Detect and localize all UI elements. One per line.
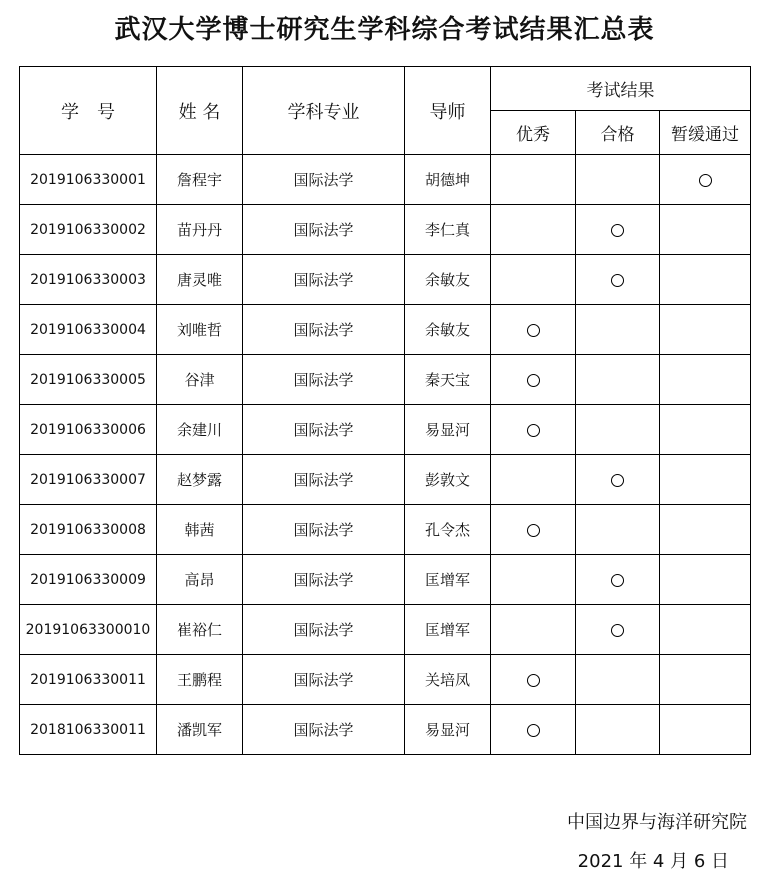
circle-mark-icon	[611, 274, 624, 287]
table-row	[20, 555, 751, 605]
circle-mark-icon	[611, 574, 624, 587]
header-name: 姓 名	[157, 67, 243, 155]
table-row	[20, 605, 751, 655]
cell-major: 国际法学	[243, 255, 405, 305]
header-excellent: 优秀	[491, 111, 576, 155]
cell-major: 国际法学	[243, 605, 405, 655]
cell-student-id: 2019106330002	[20, 205, 157, 255]
cell-result-excellent	[491, 455, 576, 505]
cell-result-deferred	[660, 655, 751, 705]
cell-student-id: 2019106330001	[20, 155, 157, 205]
header-result-group: 考试结果	[491, 67, 751, 111]
cell-result-deferred	[660, 155, 751, 205]
cell-advisor: 匡增军	[405, 605, 491, 655]
cell-name: 韩茜	[157, 505, 243, 555]
cell-name: 高昂	[157, 555, 243, 605]
circle-mark-icon	[611, 224, 624, 237]
cell-student-id: 20191063300010	[20, 605, 157, 655]
cell-result-deferred	[660, 705, 751, 755]
table-body	[20, 155, 751, 755]
cell-major: 国际法学	[243, 505, 405, 555]
cell-major: 国际法学	[243, 455, 405, 505]
cell-student-id: 2019106330004	[20, 305, 157, 355]
cell-result-pass	[576, 405, 660, 455]
cell-major: 国际法学	[243, 655, 405, 705]
table-row	[20, 505, 751, 555]
footer-date: 2021 年 4 月 6 日	[577, 851, 729, 872]
cell-result-deferred	[660, 505, 751, 555]
cell-student-id: 2019106330003	[20, 255, 157, 305]
cell-name: 刘唯哲	[157, 305, 243, 355]
cell-result-excellent	[491, 305, 576, 355]
cell-major: 国际法学	[243, 555, 405, 605]
cell-advisor: 彭敦文	[405, 455, 491, 505]
cell-result-excellent	[491, 705, 576, 755]
cell-result-pass	[576, 305, 660, 355]
cell-result-pass	[576, 455, 660, 505]
circle-mark-icon	[699, 174, 712, 187]
cell-result-deferred	[660, 605, 751, 655]
header-major: 学科专业	[243, 67, 405, 155]
cell-result-deferred	[660, 205, 751, 255]
circle-mark-icon	[527, 424, 540, 437]
cell-result-excellent	[491, 205, 576, 255]
cell-major: 国际法学	[243, 205, 405, 255]
table-row	[20, 355, 751, 405]
cell-name: 王鹏程	[157, 655, 243, 705]
cell-result-deferred	[660, 355, 751, 405]
cell-result-deferred	[660, 555, 751, 605]
cell-advisor: 关培凤	[405, 655, 491, 705]
cell-result-pass	[576, 605, 660, 655]
cell-name: 詹程宇	[157, 155, 243, 205]
circle-mark-icon	[527, 724, 540, 737]
table-row	[20, 655, 751, 705]
cell-major: 国际法学	[243, 705, 405, 755]
cell-result-pass	[576, 555, 660, 605]
cell-advisor: 易显河	[405, 405, 491, 455]
cell-student-id: 2019106330008	[20, 505, 157, 555]
cell-result-excellent	[491, 605, 576, 655]
cell-student-id: 2019106330007	[20, 455, 157, 505]
circle-mark-icon	[611, 624, 624, 637]
cell-result-pass	[576, 355, 660, 405]
header-pass: 合格	[576, 111, 660, 155]
cell-student-id: 2019106330005	[20, 355, 157, 405]
cell-name: 谷津	[157, 355, 243, 405]
cell-advisor: 孔令杰	[405, 505, 491, 555]
cell-result-excellent	[491, 555, 576, 605]
table-row	[20, 705, 751, 755]
cell-name: 潘凯军	[157, 705, 243, 755]
cell-name: 崔裕仁	[157, 605, 243, 655]
cell-advisor: 余敏友	[405, 305, 491, 355]
cell-result-excellent	[491, 255, 576, 305]
circle-mark-icon	[527, 524, 540, 537]
cell-advisor: 余敏友	[405, 255, 491, 305]
cell-name: 赵梦露	[157, 455, 243, 505]
footer-organization: 中国边界与海洋研究院	[567, 812, 747, 833]
cell-advisor: 匡增军	[405, 555, 491, 605]
cell-result-pass	[576, 655, 660, 705]
cell-result-excellent	[491, 155, 576, 205]
cell-major: 国际法学	[243, 155, 405, 205]
cell-result-deferred	[660, 455, 751, 505]
table-row	[20, 455, 751, 505]
cell-advisor: 易显河	[405, 705, 491, 755]
table-row	[20, 305, 751, 355]
circle-mark-icon	[611, 474, 624, 487]
cell-result-pass	[576, 205, 660, 255]
cell-name: 苗丹丹	[157, 205, 243, 255]
cell-name: 唐灵唯	[157, 255, 243, 305]
table-row	[20, 255, 751, 305]
cell-result-deferred	[660, 305, 751, 355]
table-row	[20, 155, 751, 205]
cell-result-excellent	[491, 405, 576, 455]
cell-name: 余建川	[157, 405, 243, 455]
cell-result-deferred	[660, 405, 751, 455]
cell-result-pass	[576, 155, 660, 205]
header-deferred: 暂缓通过	[660, 111, 751, 155]
table-row	[20, 405, 751, 455]
circle-mark-icon	[527, 324, 540, 337]
cell-major: 国际法学	[243, 405, 405, 455]
header-student-id: 学 号	[20, 67, 157, 155]
cell-major: 国际法学	[243, 305, 405, 355]
table-row	[20, 205, 751, 255]
cell-result-excellent	[491, 505, 576, 555]
cell-result-pass	[576, 255, 660, 305]
cell-student-id: 2019106330011	[20, 655, 157, 705]
cell-advisor: 李仁真	[405, 205, 491, 255]
header-advisor: 导师	[405, 67, 491, 155]
cell-advisor: 胡德坤	[405, 155, 491, 205]
cell-major: 国际法学	[243, 355, 405, 405]
circle-mark-icon	[527, 374, 540, 387]
results-table	[19, 66, 751, 755]
page-title: 武汉大学博士研究生学科综合考试结果汇总表	[114, 15, 655, 45]
cell-student-id: 2018106330011	[20, 705, 157, 755]
cell-student-id: 2019106330009	[20, 555, 157, 605]
cell-result-deferred	[660, 255, 751, 305]
cell-result-pass	[576, 505, 660, 555]
circle-mark-icon	[527, 674, 540, 687]
cell-student-id: 2019106330006	[20, 405, 157, 455]
cell-result-excellent	[491, 355, 576, 405]
cell-result-pass	[576, 705, 660, 755]
cell-advisor: 秦天宝	[405, 355, 491, 405]
cell-result-excellent	[491, 655, 576, 705]
